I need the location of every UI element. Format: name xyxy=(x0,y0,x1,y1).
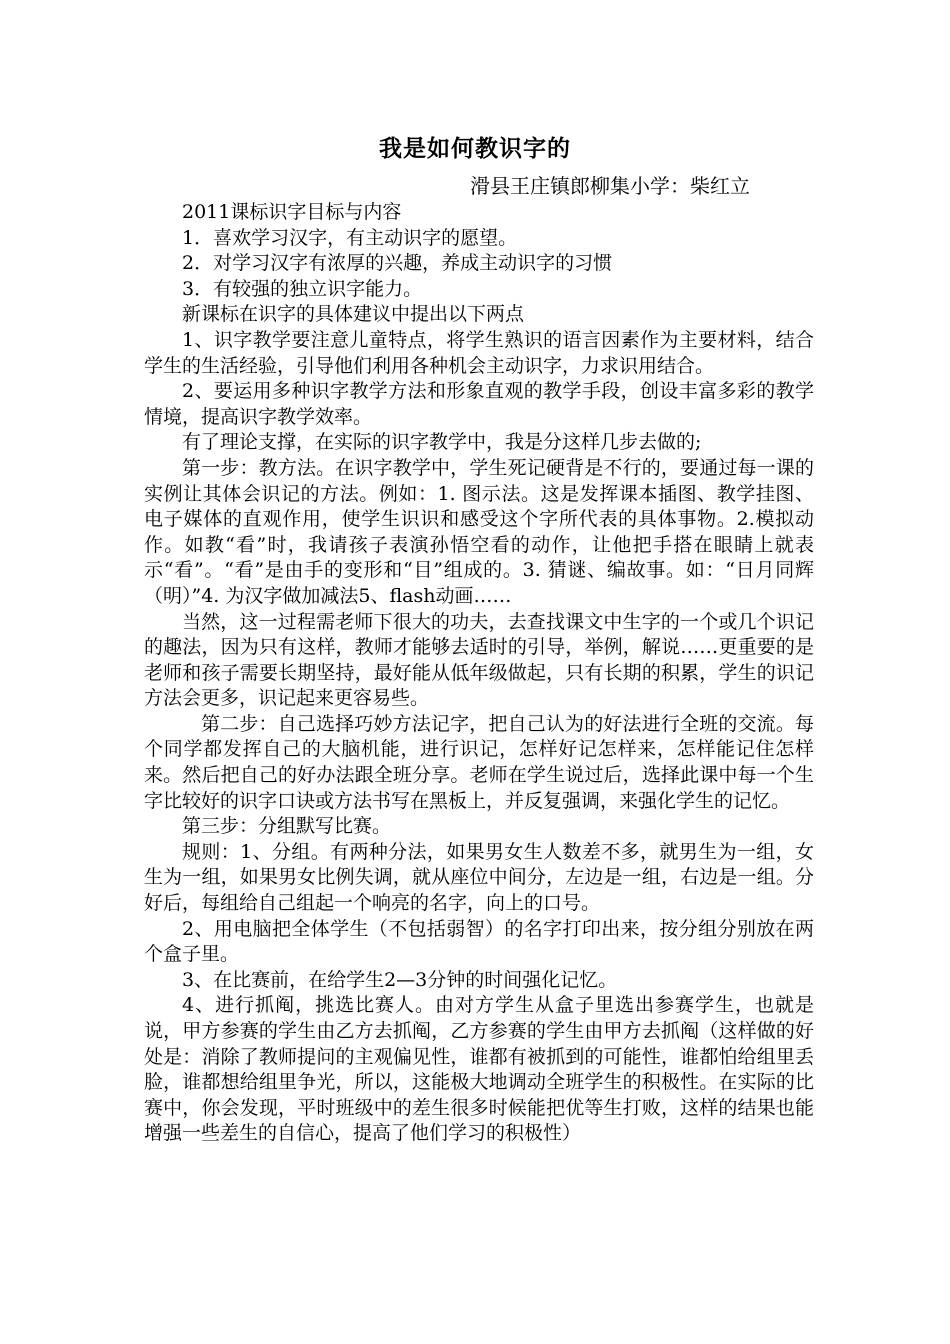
paragraph-5: 新课标在识字的具体建议中提出以下两点 xyxy=(182,303,525,326)
paragraph-3: 2．对学习汉字有浓厚的兴趣，养成主动识字的习惯 xyxy=(182,252,613,275)
paragraph-7: 2、要运用多种识字教学方法和形象直观的教学手段，创设丰富多彩的教学情境，提高识字教学效率。 xyxy=(144,380,814,428)
paragraph-13: 规则：1、分组。有两种分法，如果男女生人数差不多，就男生为一组，女生为一组，如果男女比例失调，就从座位中间分，左边是一组，右边是一组。分好后，每组给自己组起一个响亮的名字，向上的口号。 xyxy=(144,840,814,915)
paragraph-14: 2、用电脑把全体学生（不包括弱智）的名字打印出来，按分组分别放在两个盒子里。 xyxy=(144,917,814,966)
paragraph-4: 3．有较强的独立识字能力。 xyxy=(182,277,423,300)
author-line: 滑县王庄镇郎柳集小学：柴红立 xyxy=(470,174,750,198)
paragraph-16: 4、进行抓阄，挑选比赛人。由对方学生从盒子里选出参赛学生，也就是说，甲方参赛的学生由乙方去抓阄，乙方参赛的学生由甲方去抓阄（这样做的好处是：消除了教师提问的主观偏见性，谁都有被抓到的可能性，谁都怕给组里丢脸，谁都想给组里争光，所以，这能极大地调动全班学生的积极性。在实际的比赛中，你会发现，平时班级中的差生很多时候能把优等生打败，这样的结果也能增强一些差生的自信心，提高了他们学习的积极性） xyxy=(144,994,814,1145)
paragraph-15: 3、在比赛前，在给学生2—3分钟的时间强化记忆。 xyxy=(182,968,618,991)
paragraph-9: 第一步：教方法。在识字教学中，学生死记硬背是不行的，要通过每一课的实例让其体会识记的方法。例如：1. 图示法。这是发挥课本插图、教学挂图、电子媒体的直观作用，使学生识识和感受这个字所代表的具体事物。2.模拟动作。如教“看”时，我请孩子表演孙悟空看的动作，让他把手搭在眼睛上就表示“看”。“看”是由手的变形和“目”组成的。3. 猜谜、编故事。如：“日月同辉（明）”4. 为汉字做加减法5、flash动画…… xyxy=(144,456,814,607)
paragraph-12: 第三步：分组默写比赛。 xyxy=(182,815,392,838)
document-title: 我是如何教识字的 xyxy=(379,136,571,162)
document-body xyxy=(144,200,814,1147)
paragraph-10: 当然，这一过程需老师下很大的功夫，去查找课文中生字的一个或几个识记的趣法，因为只有这样，教师才能够去适时的引导，举例，解说……更重要的是老师和孩子需要长期坚持，最好能从低年级做起，只有长期的积累，学生的识记方法会更多，识记起来更容易些。 xyxy=(144,610,814,710)
paragraph-6: 1、识字教学要注意儿童特点，将学生熟识的语言因素作为主要材料，结合学生的生活经验，引导他们利用各种机会主动识字，力求识用结合。 xyxy=(144,328,814,377)
paragraph-11: 第二步：自己选择巧妙方法记字，把自己认为的好法进行全班的交流。每个同学都发挥自己的大脑机能，进行识记，怎样好记怎样来，怎样能记住怎样来。然后把自己的好办法跟全班分享。老师在学生说过后，选择此课中每一个生字比较好的识字口诀或方法书写在黑板上，并反复强调，来强化学生的记忆。 xyxy=(144,712,814,812)
paragraph-1: 2011课标识字目标与内容 xyxy=(182,201,402,223)
paragraph-8: 有了理论支撑，在实际的识字教学中，我是分这样几步去做的; xyxy=(182,431,702,454)
paragraph-2: 1．喜欢学习汉字，有主动识字的愿望。 xyxy=(182,226,518,249)
